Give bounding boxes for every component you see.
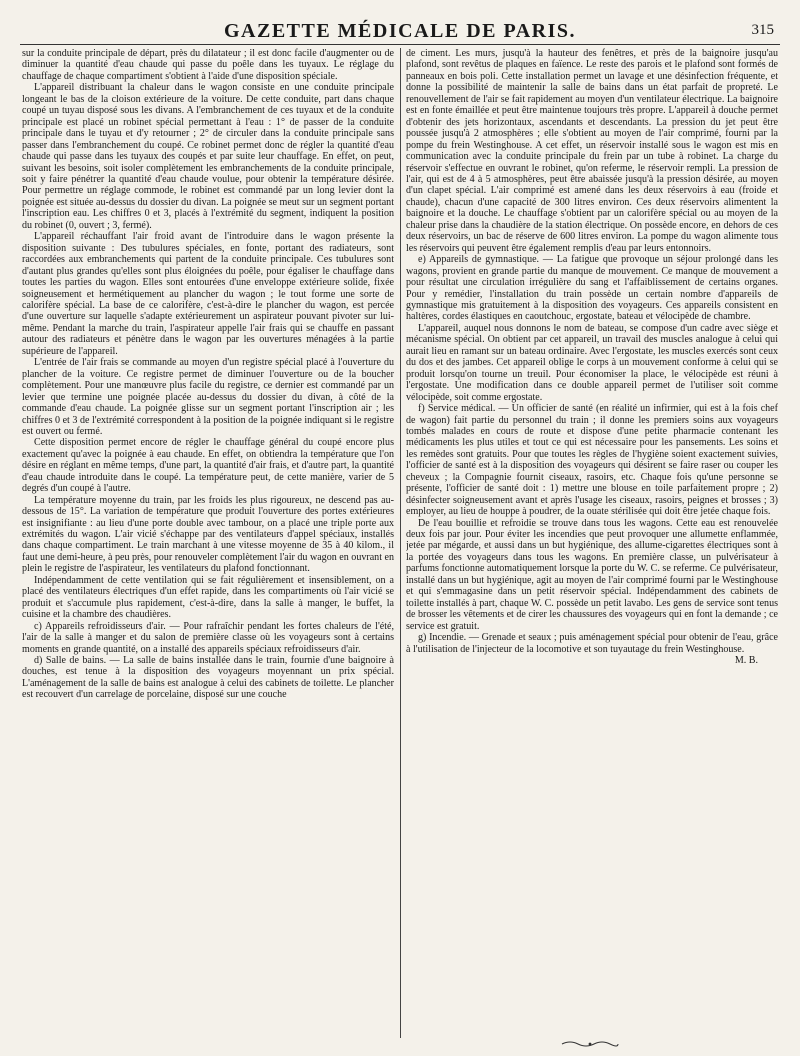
section-medical-service: f) Service médical. — Un officier de santé (en réalité un infirmier, qui est à la fois chef de wagon) fait partie du personnel du train ; il donne les premiers soins aux voyageurs tombés malades en cours de route et dispose d'une petite pharmacie contenant les médicaments les plus utiles et tout ce qui est nécessaire pour les pansements. Les soins et les remèdes sont gratuits. Pour que toutes les règles de l'hygiène soient exactement suivies, l'officier de santé est à la disposition des voyageurs qui désirent se faire raser ou couper les cheveux ; la Compagnie fournit ciseaux, rasoirs, etc. Chaque fois qu'une personne se présente, l'officier de santé doit : 1) mettre une blouse en toile parfaitement propre ; 2) désinfecter soigneusement avant et après l'usage les ciseaux, rasoirs, peignes et brosses ; 3) employer, au lieu de houppe à poudrer, de la ouate stérilisée qui doit être jetée chaque fois. (406, 403, 778, 518)
paragraph: Cette disposition permet encore de régler le chauffage général du coupé encore plus exactement qu'avec la poignée à eau chaude. En effet, on obtiendra la température que l'on désire en réglant en même temps, d'une part, la quantité d'air frais, et d'autre part, la quantité d'eau chaude introduite dans le coupé. La température peut, de cette manière, varier de 5 degrés d'un coupé à l'autre. (22, 437, 394, 495)
paragraph: de ciment. Les murs, jusqu'à la hauteur des fenêtres, et près de la baignoire jusqu'au plafond, sont revêtus de plaques en faïence. Le reste des parois et le plafond sont formés de panneaux en bois poli. Cette installation permet un lavage et une désinfection fréquente, et donne la possibilité de maintenir la salle de bains dans un état parfait de propreté. Le renouvellement de l'air se fait rapidement au moyen d'un ventilateur électrique. La baignoire est en fonte émaillée et peut être maintenue toujours très propre. L'appareil à douche permet d'obtenir des jets horizontaux, ascendants et descendants. La pression du jet peut être poussée jusqu'à 2 atmosphères ; elle s'obtient au moyen de l'air comprimé, fourni par la pompe du frein Westinghouse. A cet effet, un réservoir installé sous le wagon est mis en communication avec la conduite principale du frein par un tube à robinet. La charge du réservoir s'effectue en ouvrant le robinet, qu'on referme, le réservoir rempli. La pression de l'air, qui est de 4 à 5 atmosphères, peut être abaissée jusqu'à la pression désirée, au moyen d'un clapet spécial. L'air comprimé est amené dans les deux réservoirs à eau (froide et chaude), chacun d'une capacité de 300 litres environ. Ces deux réservoirs alimentent la baignoire et la douche. Le chauffage s'obtient par un calorifère spécial ou au moyen de la chaleur prise dans la chaudière de la station électrique. On possède encore, en dehors de ces deux réservoirs, un bac de réserve de 600 litres environ. La pompe du wagon alimente tous les réservoirs qui peuvent être également remplis d'eau par leurs entonnoirs. (406, 48, 778, 254)
ornament-icon (560, 1040, 620, 1048)
paragraph: L'appareil réchauffant l'air froid avant de l'introduire dans le wagon présente la disposition suivante : Des tubulures spéciales, en fonte, portant des radiateurs, sont raccordées aux embranchements qui partent de la conduite principale. Ces tubulures sont d'autant plus grandes qu'elles sont plus éloignées du poêle, pour égaliser le chauffage dans toutes les parties du wagon. Elles sont entourées d'une enveloppe extérieure solide, fixée soigneusement et hermétiquement au plancher du wagon ; le tout forme une sorte de calorifère spécial. La base de ce calorifère, c'est-à-dire le plancher du wagon, est percée d'une ouverture sur laquelle s'adapte extérieurement un aspirateur pouvant pivoter sur lui-même. Pendant la marche du train, l'aspirateur appelle l'air frais qui se chauffe en passant autour des radiateurs et pénètre dans le wagon par les ouvertures ménagées à la partie supérieure de l'appareil. (22, 231, 394, 357)
paragraph: L'appareil distribuant la chaleur dans le wagon consiste en une conduite principale longeant le bas de la cloison extérieure de la voiture. De cette conduite, part dans chaque coupé un tuyau disposé sous les divans. A l'embranchement de ces tuyaux et de la conduite principale est placé un robinet spécial permettant à l'eau : 1° de passer de la conduite principale dans le tuyau et d'y retourner ; 2° de circuler dans la conduite principale sans passer dans l'embranchement du coupé. Ce robinet permet donc de régler la quantité d'eau chaude qui passe dans les tuyaux des coupés et par suite leur chauffage. En effet, on peut, suivant les besoins, soit isoler complètement les embranchements de la conduite principale, soit y faire pénétrer la quantité d'eau chaude voulue, pour obtenir la température désirée. Pour permettre un réglage commode, le robinet est commandé par un long levier dont la poignée est située au-dessus du dossier du divan. La poignée se meut sur un segment portant l'inscription eau. Les chiffres 0 et 3, placés à l'extrémité du segment, indiquent la position du robinet (0, ouvert ; 3, fermé). (22, 82, 394, 231)
paragraph: De l'eau bouillie et refroidie se trouve dans tous les wagons. Cette eau est renouvelée deux fois par jour. Pour éviter les incendies que peut provoquer une allumette enflammée, jetée par mégarde, et aussi dans un but hygiénique, des allume-cigarettes électriques sont à la portée des voyageurs dans tous les wagons. En première classe, un pulvérisateur à parfums fonctionne automatiquement lorsque la porte du W. C. se referme. Ce pulvérisateur, installé dans un but hygiénique, agit au moyen de l'air comprimé fourni par le Westinghouse et qui s'emmagasine dans un petit réservoir spécial. Indépendamment des cabinets de toilette installés à part, chaque W. C. possède un petit lavabo. Les gens de service sont tenus de brosser les vêtements et de cirer les chaussures des voyageurs qui en font la demande ; ce service est gratuit. (406, 517, 778, 632)
column-divider (400, 48, 401, 1038)
paragraph: Indépendamment de cette ventilation qui se fait régulièrement et insensiblement, on a placé des ventilateurs électriques d'un effet rapide, dans les compartiments où l'air vicié se produit et s'accumule plus rapidement, c'est-à-dire, dans la salle à manger, le buffet, la cuisine et la chambre des chaudières. (22, 574, 394, 621)
section-fire (406, 632, 778, 667)
section-air-coolers: c) Appareils refroidisseurs d'air. — Pour rafraîchir pendant les fortes chaleurs de l'été, l'air de la salle à manger et du salon de première classe où les voyageurs sont à certains moments en grande quantité, on a installé des appareils spéciaux refroidisseurs d'air. (22, 620, 394, 655)
author-signature: M. B. (734, 655, 758, 667)
page-header (20, 18, 780, 45)
paragraph: sur la conduite principale de départ, près du dilatateur ; il est donc facile d'augmenter ou de diminuer la quantité d'eau chaude qui passe du poêle dans les tuyaux. Le réglage du chauffage de chaque compartiment s'obtient à l'aide d'une disposition spéciale. (22, 48, 394, 82)
paragraph: La température moyenne du train, par les froids les plus rigoureux, ne descend pas au-dessous de 15°. La variation de température que produit l'ouverture des portes extérieures est insignifiante : au lieu d'une porte double avec tambour, on a placé une triple porte aux extrémités du wagon. L'air vicié s'échappe par des ventilateurs d'appel spéciaux, installés dans chaque compartiment. Le train marchant à une vitesse moyenne de 35 à 40 kilom., il faut une demi-heure, à peu près, pour renouveler complètement l'air du wagon en ouvrant en plein le registre de l'aspirateur, les ventilateurs du plafond fonctionnant. (22, 494, 394, 575)
text-columns (22, 48, 778, 1038)
section-bathroom: d) Salle de bains. — La salle de bains installée dans le train, fournie d'une baignoire à douches, est tenue à la disposition des voyageurs moyennant un prix spécial. L'aménagement de la salle de bains est analogue à celui des cabinets de toilette. Le plancher est recouvert d'un carrelage de porcelaine, disposé sur une couche (22, 655, 394, 701)
journal-title: GAZETTE MÉDICALE DE PARIS. (223, 20, 577, 42)
section-gymnastics: e) Appareils de gymnastique. — La fatigue que provoque un séjour prolongé dans les wagons, provient en grande partie du manque de mouvement. Ce manque de mouvement a pour résultat une circulation irrégulière du sang et l'affaiblissement de certains organes. Pour y remédier, l'installation du train possède un certain nombre d'appareils de gymnastique mis gratuitement à la disposition des voyageurs. Ces appareils consistent en haltères, cordes élastiques en caoutchouc, ergostate, bateau et vélocipède de chambre. (406, 254, 778, 323)
paragraph: L'entrée de l'air frais se commande au moyen d'un registre spécial placé à l'ouverture du plancher de la voiture. Ce registre permet de diminuer l'ouverture ou de la boucher complètement. Pour une manœuvre plus facile du registre, ce dernier est commandé par un levier que termine une poignée placée au-dessus du dossier du divan, à côté de la commande d'eau chaude. La poignée glisse sur un segment portant l'inscription air ; les chiffres 0 et 3 de l'extrémité correspondent à la position de la poignée indiquant si le registre est ouvert ou fermé. (22, 357, 394, 437)
left-column (22, 48, 394, 1038)
paragraph: L'appareil, auquel nous donnons le nom de bateau, se compose d'un cadre avec siège et mécanisme spécial. On obtient par cet appareil, un travail des muscles analogue à celui qui aurait lieu en ramant sur un bateau ordinaire. Avec l'ergostate, les muscles exercés sont ceux du dos et des jambes. Cet appareil oblige le corps à un mouvement conforme à celui qui se produit lorsqu'on tourne un treuil. Pour économiser la place, le vélocipède est réuni à l'ergostate. Une modification dans ce double appareil permet de l'utiliser soit comme vélocipède, soit comme ergostate. (406, 322, 778, 403)
right-column (406, 48, 778, 1038)
fire-text: g) Incendie. — Grenade et seaux ; puis aménagement spécial pour obtenir de l'eau, grâce à l'utilisation de l'injecteur de la locomotive et son tuyautage du frein Westinghouse. (406, 632, 778, 655)
page-number: 315 (751, 22, 774, 38)
